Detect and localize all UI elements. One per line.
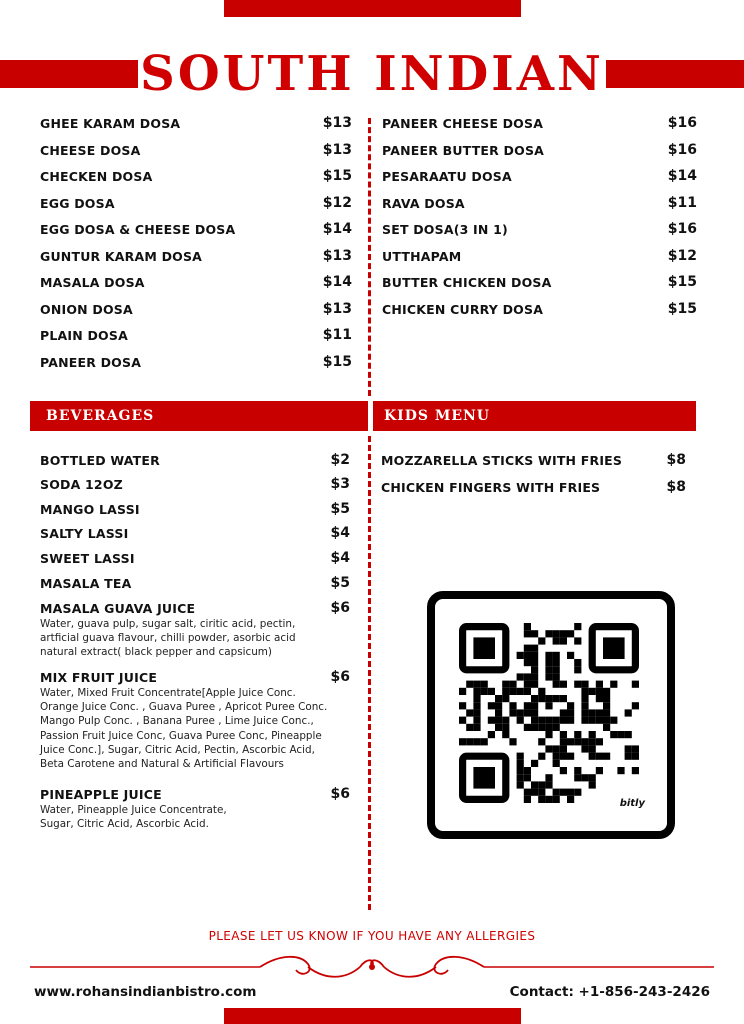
menu-item-name: PLAIN DOSA bbox=[40, 328, 128, 343]
menu-item-price: $4 bbox=[330, 525, 350, 541]
menu-item-name: SODA 12OZ bbox=[40, 477, 123, 492]
menu-item-name: MASALA TEA bbox=[40, 576, 132, 591]
menu-item-description: Sugar, Citric Acid, Ascorbic Acid. bbox=[40, 818, 209, 831]
menu-item-name: EGG DOSA bbox=[40, 195, 115, 211]
bottom-bar bbox=[224, 1008, 521, 1024]
menu-item-description: Water, Pineapple Juice Concentrate, bbox=[40, 804, 227, 816]
menu-item-price: $6 bbox=[330, 786, 350, 802]
menu-item-name: RAVA DOSA bbox=[382, 195, 465, 211]
ornament-divider bbox=[30, 952, 714, 982]
menu-item-name: BUTTER CHICKEN DOSA bbox=[382, 275, 552, 290]
menu-item-name: GHEE KARAM DOSA bbox=[40, 116, 181, 131]
contact-phone[interactable]: Contact: +1-856-243-2426 bbox=[509, 984, 710, 1000]
qr-code-frame bbox=[427, 591, 675, 839]
menu-item-price: $15 bbox=[322, 353, 352, 370]
allergy-notice: PLEASE LET US KNOW IF YOU HAVE ANY ALLERGIES bbox=[208, 929, 536, 943]
menu-item-price: $13 bbox=[322, 141, 352, 158]
menu-item-price: $13 bbox=[322, 247, 352, 264]
menu-item-name: MIX FRUIT JUICE bbox=[40, 670, 158, 685]
menu-item-price: $11 bbox=[322, 327, 352, 343]
top-bar bbox=[224, 0, 521, 17]
menu-item-name: MASALA DOSA bbox=[40, 275, 145, 290]
menu-item-name: PINEAPPLE JUICE bbox=[40, 787, 162, 802]
menu-item-description: Juice Conc.], Sugar, Citric Acid, Pectin, Ascorbic Acid, bbox=[40, 743, 315, 756]
menu-item-name: CHICKEN FINGERS WITH FRIES bbox=[381, 480, 601, 495]
menu-item-name: BOTTLED WATER bbox=[40, 453, 160, 468]
menu-item-price: $6 bbox=[330, 600, 350, 616]
kids-menu-title: KIDS MENU bbox=[384, 408, 491, 424]
menu-item-name: ONION DOSA bbox=[40, 301, 133, 317]
menu-item-price: $14 bbox=[667, 168, 697, 184]
menu-item-price: $14 bbox=[322, 274, 352, 290]
menu-item-name: CHECKEN DOSA bbox=[40, 169, 153, 184]
menu-item-name: MASALA GUAVA JUICE bbox=[40, 601, 196, 616]
menu-item-name: EGG DOSA & CHEESE DOSA bbox=[40, 222, 236, 237]
menu-item-price: $8 bbox=[666, 452, 686, 468]
menu-item-price: $3 bbox=[330, 476, 350, 492]
menu-item-name: PANEER CHEESE DOSA bbox=[382, 116, 544, 131]
menu-item-price: $13 bbox=[322, 115, 352, 131]
menu-item-description: Orange Juice Conc. , Guava Puree , Apricot Puree Conc. bbox=[40, 701, 328, 714]
menu-item-description: Water, guava pulp, sugar salt, ciritic acid, pectin, bbox=[40, 618, 296, 630]
menu-item-price: $12 bbox=[322, 194, 352, 211]
menu-item-name: PANEER BUTTER DOSA bbox=[382, 142, 545, 158]
menu-item-name: MANGO LASSI bbox=[40, 502, 140, 517]
menu-item-price: $13 bbox=[322, 300, 352, 317]
beverages-title: BEVERAGES bbox=[46, 408, 155, 424]
menu-item-price: $15 bbox=[322, 168, 352, 184]
menu-item-description: Mango Pulp Conc. , Banana Puree , Lime Juice Conc., bbox=[40, 715, 314, 728]
menu-item-name: SALTY LASSI bbox=[40, 526, 129, 541]
menu-item-price: $16 bbox=[667, 221, 697, 237]
menu-item-price: $15 bbox=[667, 274, 697, 290]
menu-item-name: SWEET LASSI bbox=[40, 551, 135, 566]
menu-item-description: Passion Fruit Juice Conc, Guava Puree Conc, Pineapple bbox=[40, 729, 322, 742]
menu-item-price: $4 bbox=[330, 550, 350, 566]
menu-item-price: $2 bbox=[330, 452, 350, 468]
menu-item-price: $5 bbox=[330, 501, 350, 517]
qr-code-icon bbox=[435, 599, 667, 831]
menu-item-description: Water, Mixed Fruit Concentrate[Apple Juice Conc. bbox=[40, 687, 296, 699]
menu-item-price: $6 bbox=[330, 669, 350, 685]
menu-item-name: CHEESE DOSA bbox=[40, 142, 141, 158]
menu-item-price: $15 bbox=[667, 300, 697, 317]
menu-item-name: UTTHAPAM bbox=[382, 248, 462, 264]
menu-item-price: $16 bbox=[667, 115, 697, 131]
menu-item-name: MOZZARELLA STICKS WITH FRIES bbox=[381, 453, 623, 468]
menu-item-price: $11 bbox=[667, 194, 697, 211]
menu-item-name: GUNTUR KARAM DOSA bbox=[40, 248, 203, 264]
page-title: SOUTH INDIAN bbox=[140, 46, 604, 102]
menu-item-name: SET DOSA(3 IN 1) bbox=[382, 222, 508, 237]
menu-item-name: CHICKEN CURRY DOSA bbox=[382, 301, 544, 317]
menu-item-description: Beta Carotene and Natural & Artificial Flavours bbox=[40, 758, 284, 770]
menu-item-description: natural extract( black pepper and capsicum) bbox=[40, 646, 272, 659]
menu-item-price: $8 bbox=[666, 479, 686, 495]
menu-item-price: $14 bbox=[322, 221, 352, 237]
website-link[interactable]: www.rohansindianbistro.com bbox=[34, 984, 257, 1000]
menu-item-description: artficial guava flavour, chilli powder, asorbic acid bbox=[40, 632, 296, 645]
qr-brand-label: bitly bbox=[619, 798, 645, 809]
menu-item-price: $16 bbox=[667, 141, 697, 158]
column-divider-top bbox=[368, 118, 371, 396]
menu-item-name: PESARAATU DOSA bbox=[382, 169, 512, 184]
menu-item-price: $5 bbox=[330, 575, 350, 591]
column-divider-bottom bbox=[368, 436, 371, 910]
menu-item-name: PANEER DOSA bbox=[40, 354, 142, 370]
menu-item-price: $12 bbox=[667, 247, 697, 264]
